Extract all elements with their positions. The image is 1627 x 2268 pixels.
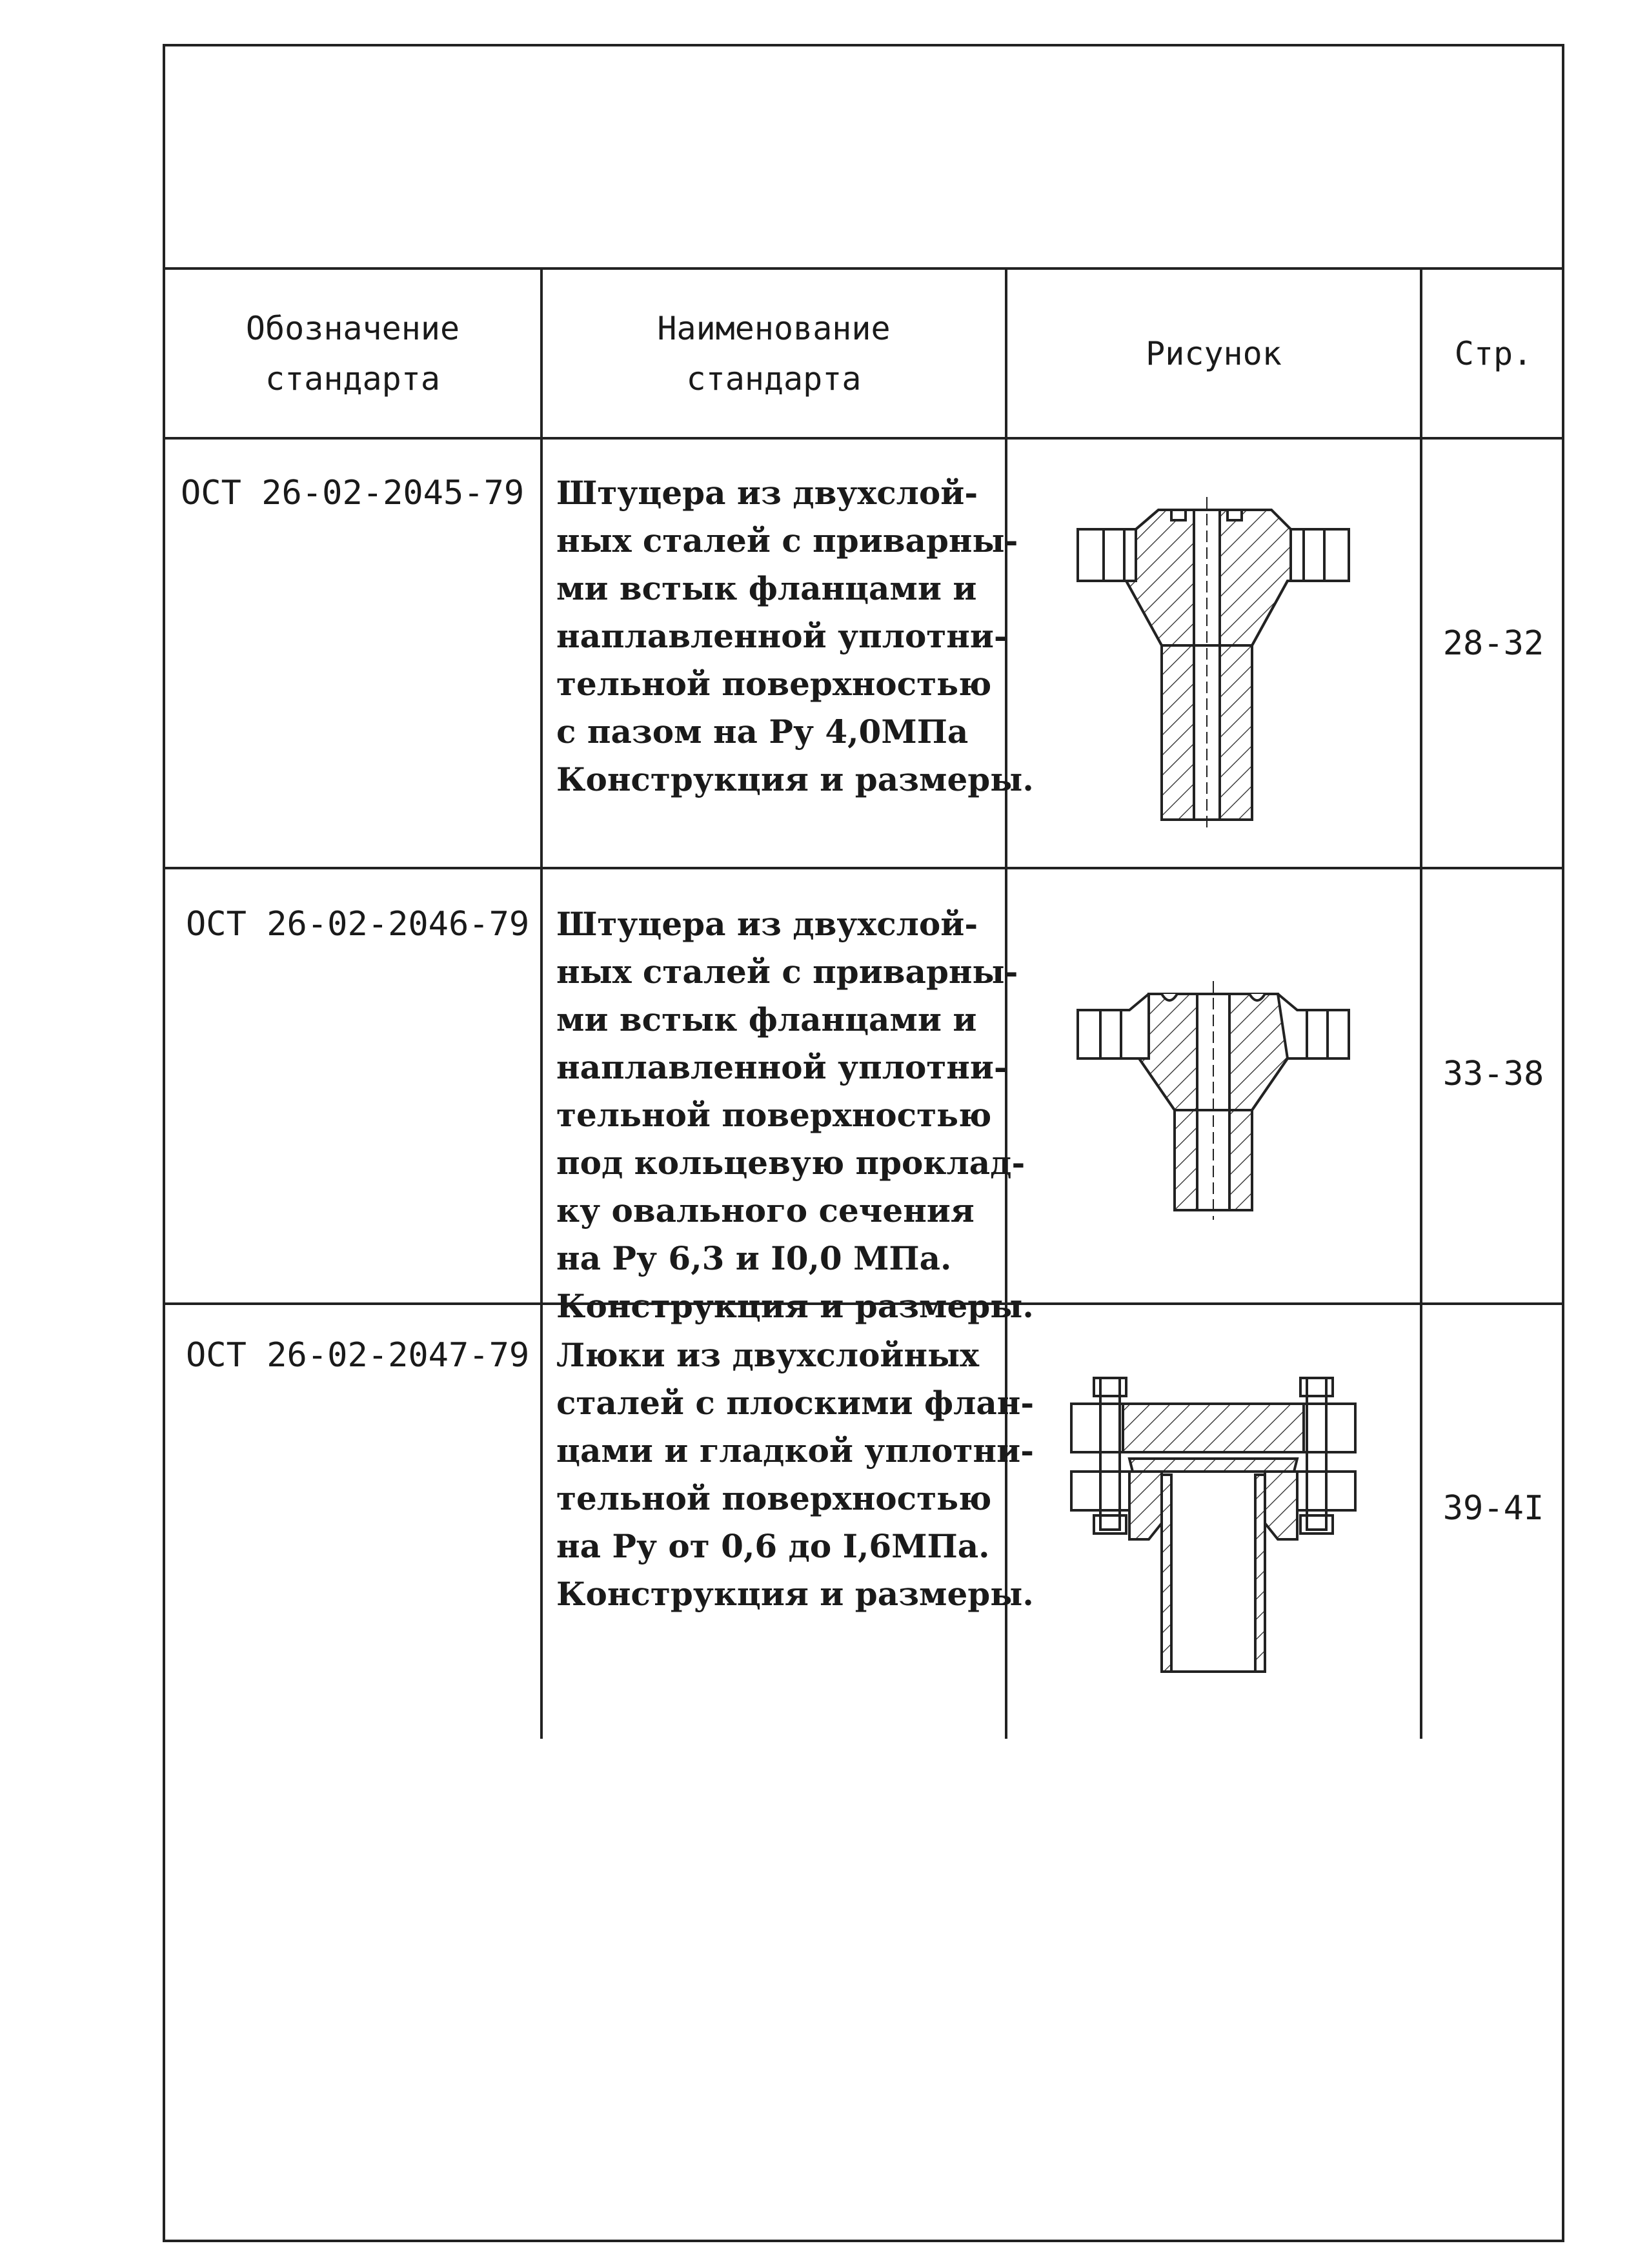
row-3-name-line-2: сталей с плоскими флан- — [556, 1384, 1035, 1422]
row-3-name-line-4: тельной поверхностью — [556, 1479, 992, 1517]
header-bottom-rule — [163, 437, 1564, 440]
row-2-name-line-3: ми встык фланцами и — [556, 1000, 977, 1038]
row-1-name-line-3: ми встык фланцами и — [556, 569, 977, 607]
row-2-name-line-1: Штуцера из двухслой- — [556, 905, 978, 943]
row-2-name-line-2: ных сталей с приварны- — [556, 953, 1018, 991]
column-divider-1 — [540, 267, 543, 1739]
header-designation: Обозначение стандарта — [245, 309, 460, 398]
header-figure: Рисунок — [1146, 334, 1282, 372]
row-3-designation: ОСТ 26-02-2047-79 — [186, 1336, 530, 1375]
row-1-pages: 28-32 — [1442, 624, 1544, 663]
row-3-pages: 39-4I — [1442, 1489, 1544, 1528]
row-2-name-line-7: ку овального сечения — [556, 1191, 975, 1230]
row-3-name-line-6: Конструкция и размеры. — [556, 1575, 1034, 1613]
row-1-name-line-1: Штуцера из двухслой- — [556, 474, 978, 512]
row-1-name-line-6: с пазом на Ру 4,0МПа — [556, 713, 969, 751]
row-3-name-line-3: цами и гладкой уплотни- — [556, 1432, 1034, 1470]
header-name: Наименование стандарта — [657, 309, 891, 398]
row-3-name-line-1: Люки из двухслойных — [556, 1336, 980, 1374]
row-2-name-line-9: Конструкция и размеры. — [556, 1287, 1034, 1325]
row-1-name-line-2: ных сталей с приварны- — [556, 521, 1018, 560]
row-2-name-line-6: под кольцевую проклад- — [556, 1144, 1026, 1182]
row-1-name-line-4: наплавленной уплотни- — [556, 617, 1007, 655]
row-1-name-line-7: Конструкция и размеры. — [556, 760, 1034, 798]
manhole-flat-flange-drawing-icon — [1065, 1368, 1362, 1691]
row-1-name-line-5: тельной поверхностью — [556, 665, 992, 703]
row-2-pages: 33-38 — [1442, 1055, 1544, 1093]
row-divider-1 — [163, 867, 1564, 869]
row-2-designation: ОСТ 26-02-2046-79 — [186, 905, 530, 944]
column-divider-2 — [1005, 267, 1007, 1739]
nozzle-groove-drawing-icon — [1058, 497, 1362, 833]
row-2-name-line-5: тельной поверхностью — [556, 1096, 992, 1134]
row-1-designation: ОСТ 26-02-2045-79 — [181, 474, 525, 512]
row-2-name-line-4: наплавленной уплотни- — [556, 1048, 1007, 1086]
header-page: Стр. — [1454, 334, 1533, 372]
nozzle-oval-gasket-drawing-icon — [1065, 978, 1362, 1223]
row-2-name-line-8: на Ру 6,3 и I0,0 МПа. — [556, 1239, 952, 1277]
row-3-name-line-5: на Ру от 0,6 до I,6МПа. — [556, 1527, 990, 1565]
